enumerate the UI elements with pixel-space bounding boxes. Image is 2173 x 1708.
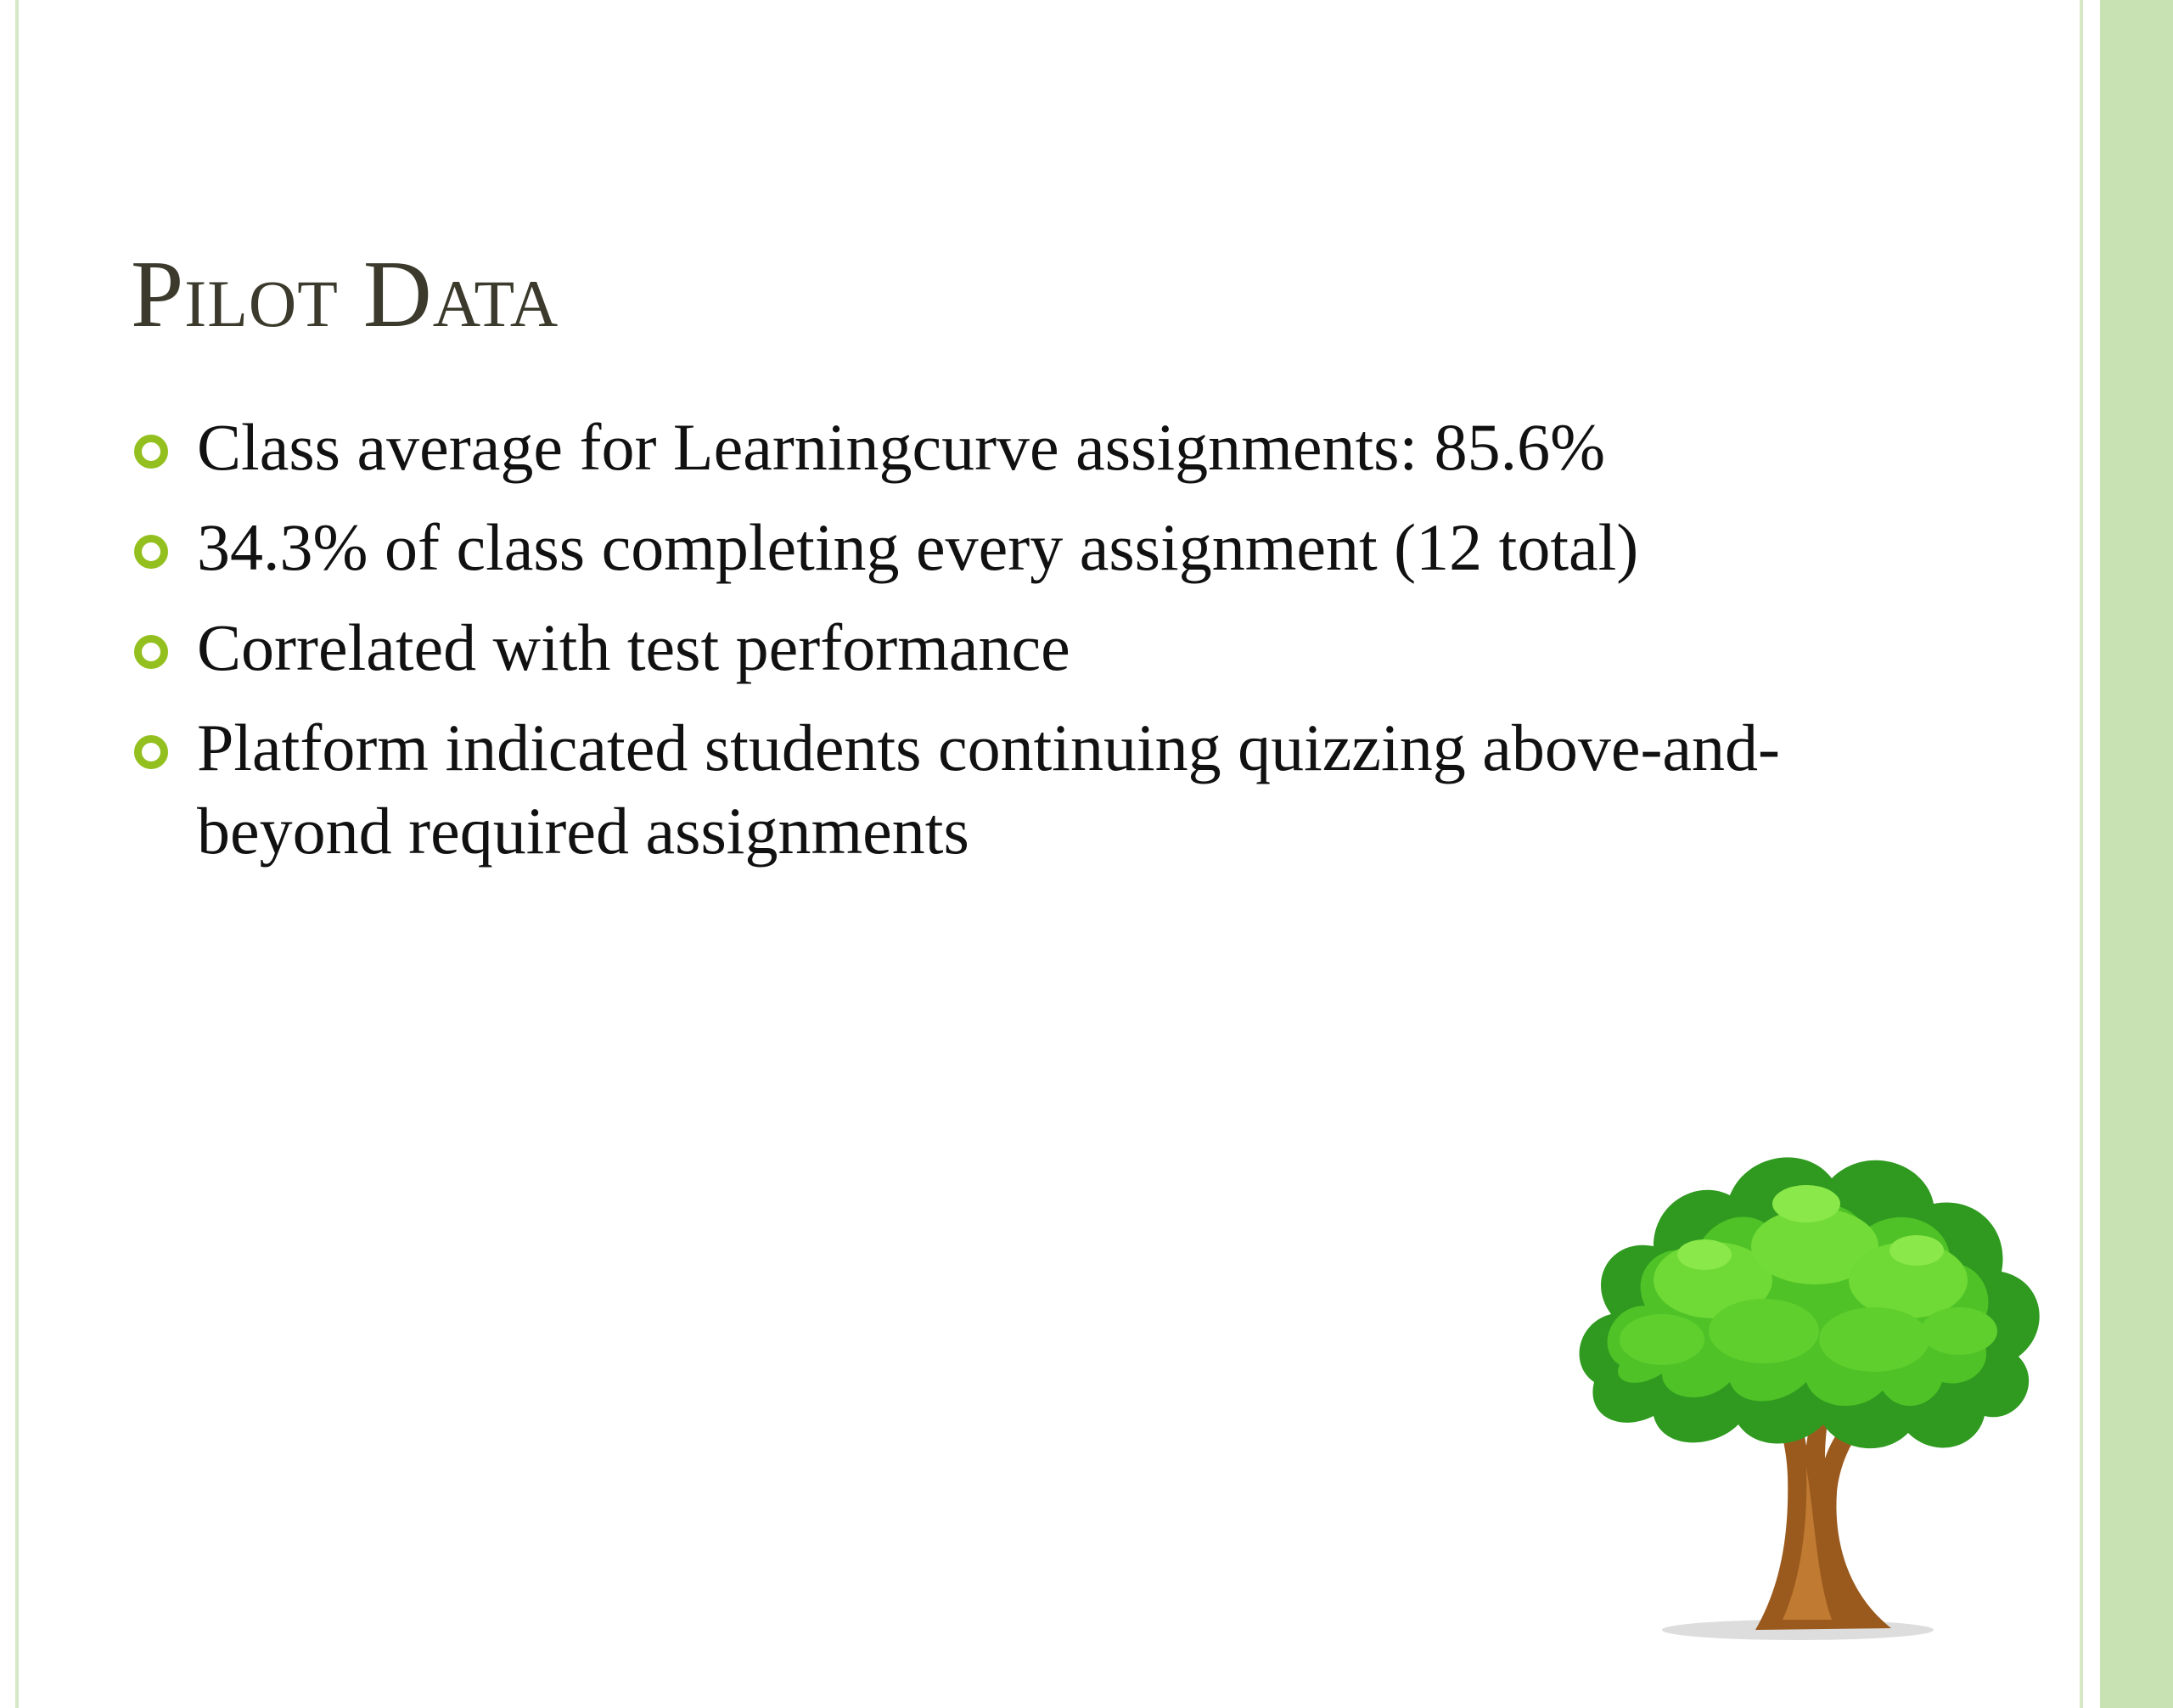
slide-title: Pilot Data xyxy=(131,242,559,347)
ring-bullet-icon xyxy=(134,535,168,569)
ring-bullet-icon xyxy=(134,635,168,669)
bullet-text: 34.3% of class completing every assignment (12 total) xyxy=(197,510,1639,584)
tree-icon xyxy=(1560,1110,2061,1645)
ring-bullet-icon xyxy=(134,735,168,769)
right-border-rule xyxy=(2080,0,2083,1708)
ring-bullet-icon xyxy=(134,435,168,469)
bullet-text: Correlated with test performance xyxy=(197,610,1070,684)
bullet-text: Platform indicated students continuing quizzing above-and-beyond required assignments xyxy=(197,711,1781,868)
bullet-item xyxy=(131,406,1956,489)
right-decorative-band xyxy=(2100,0,2173,1708)
bullet-text: Class average for Learningcurve assignments: 85.6% xyxy=(197,410,1606,484)
bullet-item xyxy=(131,606,1956,689)
bullet-list xyxy=(131,406,1956,890)
bullet-item xyxy=(131,706,1878,873)
bullet-item xyxy=(131,506,1878,589)
left-border-rule xyxy=(15,0,19,1708)
